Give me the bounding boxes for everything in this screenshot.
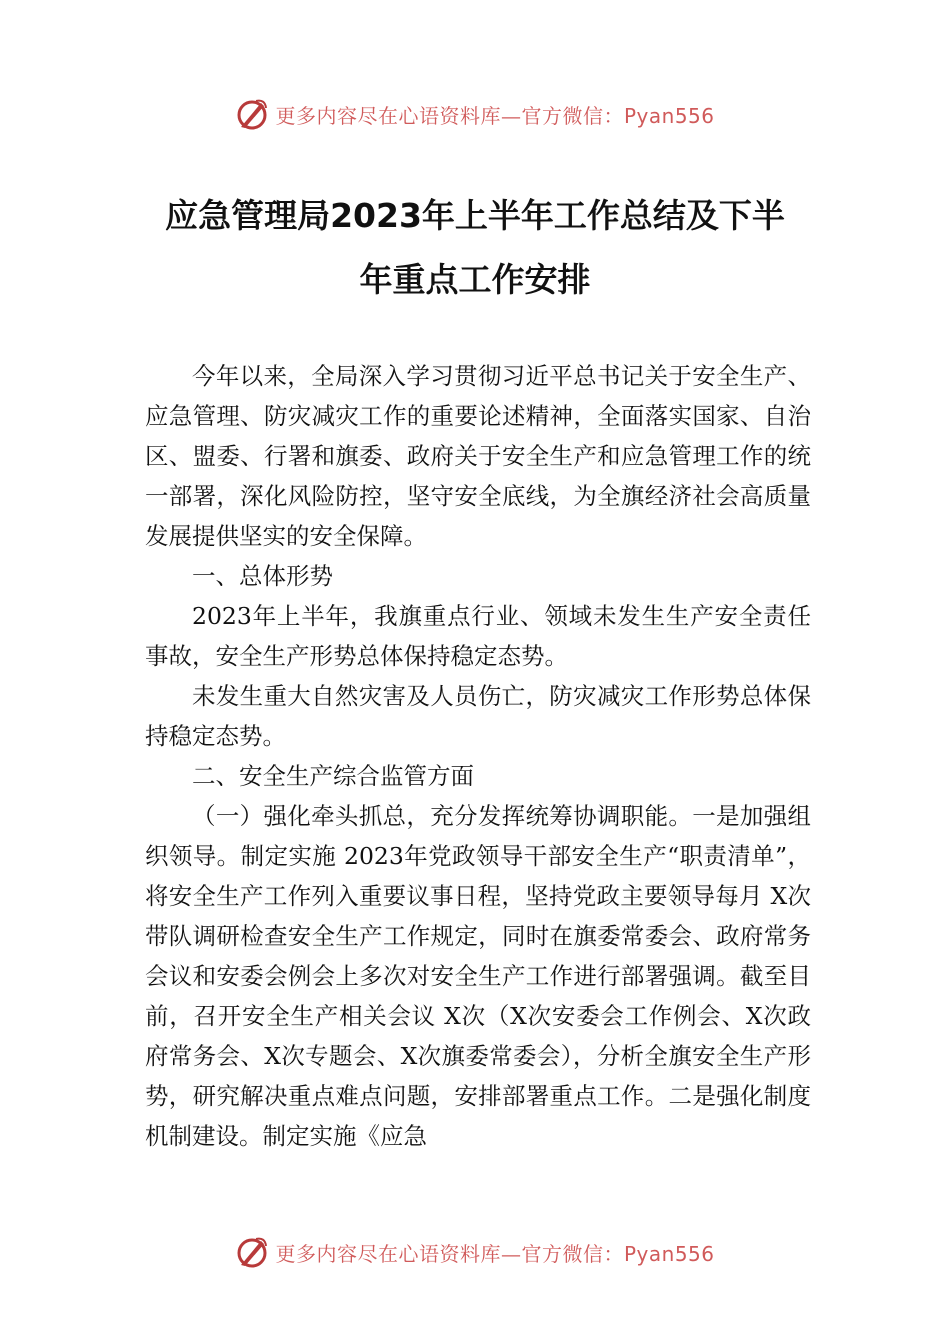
banner-caption: 更多内容尽在心语资料库—官方微信：	[275, 103, 624, 128]
header-banner	[0, 94, 950, 134]
title-line-1: 应急管理局2023年上半年工作总结及下半	[165, 196, 785, 235]
section-heading-1: 一、总体形势	[192, 562, 333, 590]
footer-banner	[0, 1232, 950, 1272]
section-heading-2: 二、安全生产综合监管方面	[192, 762, 474, 790]
paragraph-safety-situation: 2023年上半年，我旗重点行业、领域未发生生产安全责任事故，安全生产形势总体保持稳定态势。	[145, 602, 811, 670]
title-line-2: 年重点工作安排	[359, 260, 591, 299]
pen-logo-icon	[235, 97, 269, 131]
document-title	[0, 184, 950, 312]
banner-caption: 更多内容尽在心语资料库—官方微信：	[275, 1241, 624, 1266]
banner-text	[275, 1238, 714, 1267]
paragraph-coordination: （一）强化牵头抓总，充分发挥统筹协调职能。一是加强组织领导。制定实施 2023年党政领导干部安全生产“职责清单”，将安全生产工作列入重要议事日程，坚持党政主要领导每月 X次带队调研检查安全生产工作规定，同时在旗委常委会、政府常务会议和安委会例会上多次对安全生产工作进行部署强调。截至目前，召开安全生产相关会议 X次（X次安委会工作例会、X次政府常务会、X次专题会、X次旗委常委会），分析全旗安全生产形势，研究解决重点难点问题，安排部署重点工作。二是强化制度机制建设。制定实施《应急	[145, 802, 811, 1150]
paragraph-intro: 今年以来，全局深入学习贯彻习近平总书记关于安全生产、应急管理、防灾减灾工作的重要论述精神，全面落实国家、自治区、盟委、行署和旗委、政府关于安全生产和应急管理工作的统一部署，深化风险防控，坚守安全底线，为全旗经济社会高质量发展提供坚实的安全保障。	[145, 362, 811, 550]
pen-logo-icon	[235, 1235, 269, 1269]
banner-text	[275, 100, 714, 129]
banner-wechat-id: Pyan556	[623, 1241, 715, 1266]
document-body	[145, 356, 811, 1156]
banner-wechat-id: Pyan556	[623, 103, 715, 128]
paragraph-disaster-situation: 未发生重大自然灾害及人员伤亡，防灾减灾工作形势总体保持稳定态势。	[145, 682, 811, 750]
